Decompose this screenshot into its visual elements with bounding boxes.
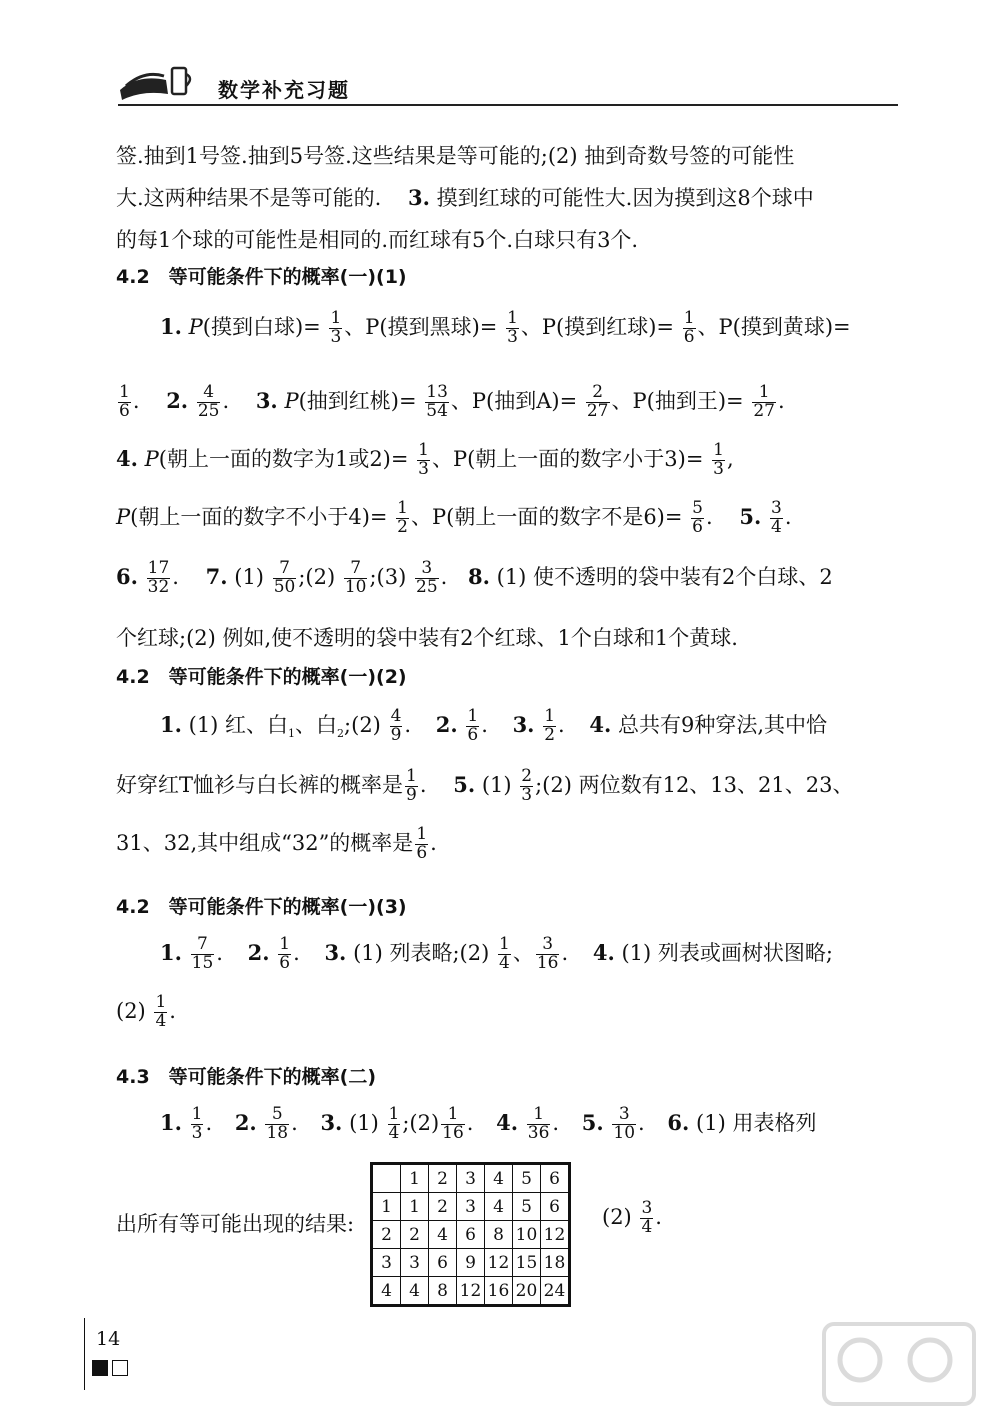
results-table bbox=[370, 1162, 571, 1307]
table-cell: 12 bbox=[457, 1277, 485, 1305]
table-row bbox=[373, 1249, 569, 1277]
table-header-cell: 6 bbox=[541, 1165, 569, 1193]
text-line bbox=[116, 140, 794, 170]
question-number: 2. bbox=[234, 1109, 257, 1135]
table-cell: 4 bbox=[401, 1277, 429, 1305]
empty-square-icon bbox=[112, 1360, 128, 1376]
answer-line: 1. (1) 红、白$_1$、白$_2$;(2) $\frac{4}{9}$ . 2. $\frac{1}{6}$ . 3. $\frac{1}{2}$ . 4. 总共有9种穿法,其中恰 bbox=[160, 706, 828, 745]
text: (朝上一面的数字为1或2)= bbox=[158, 446, 409, 471]
text-line bbox=[116, 224, 638, 254]
answer-line: 1. $\frac{1}{3}$ . 2. $\frac{5}{18}$ . 3. (1) $\frac{1}{4}$ ;(2) $\frac{1}{16}$ . 4. $\frac{1}{36}$ . 5. $\frac{3}{10}$ . 6. (1) 用表格列 bbox=[160, 1104, 817, 1143]
question-number: 6. bbox=[116, 563, 138, 589]
answer-line: P(朝上一面的数字不小于4)= $\frac{1}{2}$ 、P(朝上一面的数字不是6)= $\frac{5}{6}$ . 5. $\frac{3}{4}$ . bbox=[116, 498, 792, 537]
table-cell: 3 bbox=[457, 1193, 485, 1221]
fraction: $\frac{1}{6}$ bbox=[416, 824, 428, 863]
fraction: $\frac{1}{4}$ bbox=[499, 934, 510, 973]
table-cell: 18 bbox=[541, 1249, 569, 1277]
section-title: 4.2 等可能条件下的概率(一)(1) bbox=[116, 266, 407, 288]
section-title: 4.2 等可能条件下的概率(一)(3) bbox=[116, 896, 407, 918]
question-number: 3. bbox=[255, 387, 278, 413]
table-row bbox=[373, 1221, 569, 1249]
question-number: 5. bbox=[453, 771, 476, 797]
question-number: 2. bbox=[166, 387, 189, 413]
table-row bbox=[373, 1277, 569, 1305]
table-cell: 8 bbox=[429, 1277, 457, 1305]
text-line bbox=[116, 1208, 354, 1238]
page-header bbox=[118, 58, 898, 108]
table-row bbox=[373, 1165, 569, 1193]
text: (1) 用表格列 bbox=[696, 1110, 817, 1135]
text: 总共有9种穿法,其中恰 bbox=[618, 712, 828, 737]
text: 、P(摸到黑球)= bbox=[344, 314, 498, 339]
table-header-cell bbox=[373, 1165, 401, 1193]
fraction: $\frac{13}{54}$ bbox=[426, 382, 448, 421]
footer-rule bbox=[84, 1318, 85, 1390]
fraction: $\frac{1}{6}$ bbox=[119, 382, 130, 421]
table-cell: 1 bbox=[401, 1193, 429, 1221]
question-number: 6. bbox=[667, 1109, 690, 1135]
text: (2) bbox=[602, 1204, 632, 1229]
table-cell: 20 bbox=[513, 1277, 541, 1305]
watermark-logo bbox=[820, 1320, 980, 1410]
table-cell: 12 bbox=[541, 1221, 569, 1249]
answer-line: (2) $\frac{1}{4}$ . bbox=[116, 992, 176, 1031]
fraction: $\frac{3}{16}$ bbox=[536, 934, 559, 973]
text: 、P(朝上一面的数字不是6)= bbox=[411, 504, 683, 529]
table-header-cell: 2 bbox=[429, 1165, 457, 1193]
question-number: 2. bbox=[247, 939, 270, 965]
text: 签.抽到1号签.抽到5号签.这些结果是等可能的;(2) 抽到奇数号签的可能性 bbox=[116, 144, 795, 168]
question-number: 1. bbox=[160, 313, 182, 339]
question-number: 1. bbox=[160, 711, 182, 737]
table-header-cell: 1 bbox=[401, 1165, 429, 1193]
question-number: 3. bbox=[408, 185, 430, 210]
answer-line: 1. $\frac{7}{15}$ . 2. $\frac{1}{6}$ . 3. (1) 列表略;(2) $\frac{1}{4}$ 、 $\frac{3}{16}$ . 4. (1) 列表或画树状图略; bbox=[160, 934, 833, 973]
fraction: $\frac{3}{4}$ bbox=[770, 498, 782, 537]
table-cell: 10 bbox=[513, 1221, 541, 1249]
table-cell: 8 bbox=[485, 1221, 513, 1249]
question-number: 1. bbox=[160, 1109, 182, 1135]
fraction: $\frac{7}{50}$ bbox=[273, 558, 296, 597]
text: 、P(摸到红球)= bbox=[520, 314, 675, 339]
text: 、P(摸到黄球)= bbox=[697, 314, 851, 339]
question-number: 3. bbox=[320, 1109, 343, 1135]
section-title: 4.3 等可能条件下的概率(二) bbox=[116, 1066, 377, 1088]
table-header-cell: 1 bbox=[373, 1193, 401, 1221]
table-header-cell: 4 bbox=[485, 1165, 513, 1193]
text-line bbox=[116, 622, 738, 652]
table-cell: 5 bbox=[513, 1193, 541, 1221]
books-cup-icon bbox=[118, 60, 198, 102]
fraction: $\frac{7}{15}$ bbox=[191, 934, 214, 973]
answer-line: $\frac{1}{6}$ . 2. $\frac{4}{25}$ . 3. P(抽到红桃)= $\frac{13}{54}$ 、P(抽到A)= $\frac{2}{27}$ 、P(抽到王)= $\frac{1}{27}$ . bbox=[119, 382, 785, 421]
question-number: 4. bbox=[116, 445, 138, 471]
text: (抽到红桃)= bbox=[298, 388, 417, 413]
fraction: $\frac{4}{25}$ bbox=[197, 382, 220, 421]
fraction: $\frac{2}{3}$ bbox=[521, 766, 533, 805]
question-number: 4. bbox=[589, 711, 612, 737]
text: (1) 列表略;(2) bbox=[353, 940, 490, 965]
table-cell: 4 bbox=[485, 1193, 513, 1221]
table-cell: 15 bbox=[513, 1249, 541, 1277]
table-row bbox=[373, 1193, 569, 1221]
text: (摸到白球)= bbox=[202, 314, 321, 339]
subscript: 1 bbox=[288, 727, 296, 741]
question-number: 2. bbox=[435, 711, 458, 737]
text: 的每1个球的可能性是相同的.而红球有5个.白球只有3个. bbox=[116, 228, 639, 252]
fraction: $\frac{1}{6}$ bbox=[279, 934, 291, 973]
fraction: $\frac{1}{6}$ bbox=[467, 706, 479, 745]
fraction: $\frac{3}{4}$ bbox=[641, 1198, 653, 1237]
text: 大.这两种结果不是等可能的. bbox=[116, 186, 382, 210]
text: 、P(抽到王)= bbox=[611, 388, 744, 413]
text: (1) bbox=[481, 772, 512, 797]
fraction: $\frac{2}{27}$ bbox=[586, 382, 609, 421]
fraction: $\frac{1}{16}$ bbox=[442, 1104, 464, 1143]
text: 、P(朝上一面的数字小于3)= bbox=[431, 446, 704, 471]
fraction: $\frac{1}{3}$ bbox=[507, 308, 518, 347]
fraction: $\frac{1}{9}$ bbox=[406, 766, 417, 805]
header-rule bbox=[118, 104, 898, 106]
question-number: 3. bbox=[512, 711, 535, 737]
subscript: 2 bbox=[337, 727, 345, 741]
table-header-cell: 2 bbox=[373, 1221, 401, 1249]
filled-square-icon bbox=[92, 1360, 108, 1376]
text: 31、32,其中组成“32”的概率是 bbox=[116, 830, 414, 855]
fraction: $\frac{1}{6}$ bbox=[683, 308, 695, 347]
text: ;(3) bbox=[369, 564, 407, 589]
fraction: $\frac{1}{27}$ bbox=[753, 382, 775, 421]
fraction: $\frac{1}{3}$ bbox=[191, 1104, 203, 1143]
fraction: $\frac{5}{6}$ bbox=[692, 498, 703, 537]
text: 摸到红球的可能性大.因为摸到这8个球中 bbox=[436, 186, 814, 210]
fraction: $\frac{1}{3}$ bbox=[330, 308, 342, 347]
fraction: $\frac{7}{10}$ bbox=[344, 558, 367, 597]
table-cell: 6 bbox=[429, 1249, 457, 1277]
question-number: 1. bbox=[160, 939, 182, 965]
section-title: 4.2 等可能条件下的概率(一)(2) bbox=[116, 666, 407, 688]
fraction: $\frac{4}{9}$ bbox=[390, 706, 402, 745]
answer-line: 好穿红T恤衫与白长裤的概率是 $\frac{1}{9}$ . 5. (1) $\frac{2}{3}$ ;(2) 两位数有12、13、21、23、 bbox=[116, 766, 854, 805]
answer-line: 6. $\frac{17}{32}$ . 7. (1) $\frac{7}{50}$ ;(2) $\frac{7}{10}$ ;(3) $\frac{3}{25}$ . 8. (1) 使不透明的袋中装有2个白球、2 bbox=[116, 558, 833, 597]
fraction: $\frac{3}{10}$ bbox=[613, 1104, 636, 1143]
text-line bbox=[116, 182, 814, 212]
table-cell: 3 bbox=[401, 1249, 429, 1277]
question-number: 5. bbox=[739, 503, 762, 529]
table-cell: 12 bbox=[485, 1249, 513, 1277]
fraction: $\frac{1}{3}$ bbox=[713, 440, 724, 479]
answer-line bbox=[160, 310, 851, 347]
prob-symbol: P bbox=[284, 388, 299, 413]
answer-line: 4. P(朝上一面的数字为1或2)= $\frac{1}{3}$ 、P(朝上一面的数字小于3)= $\frac{1}{3}$ , bbox=[116, 440, 734, 479]
question-number: 5. bbox=[581, 1109, 604, 1135]
text: 、P(抽到A)= bbox=[450, 388, 578, 413]
table-cell: 6 bbox=[541, 1193, 569, 1221]
text: (1) bbox=[349, 1110, 379, 1135]
table-cell: 2 bbox=[429, 1193, 457, 1221]
fraction: $\frac{1}{4}$ bbox=[388, 1104, 400, 1143]
question-number: 8. bbox=[468, 563, 490, 589]
question-number: 4. bbox=[592, 939, 615, 965]
table-header-cell: 3 bbox=[373, 1249, 401, 1277]
question-number: 3. bbox=[324, 939, 347, 965]
table-cell: 6 bbox=[457, 1221, 485, 1249]
table-cell: 2 bbox=[401, 1221, 429, 1249]
text: ;(2) bbox=[344, 712, 381, 737]
answer-line: (2) $\frac{3}{4}$ . bbox=[602, 1198, 662, 1237]
text: 出所有等可能出现的结果: bbox=[116, 1212, 355, 1236]
prob-symbol: P bbox=[188, 314, 203, 339]
text: 个红球;(2) 例如,使不透明的袋中装有2个红球、1个白球和1个黄球. bbox=[116, 626, 738, 650]
table-cell: 9 bbox=[457, 1249, 485, 1277]
text: (1) 使不透明的袋中装有2个白球、2 bbox=[496, 564, 833, 589]
fraction: $\frac{1}{3}$ bbox=[418, 440, 429, 479]
fraction: $\frac{5}{18}$ bbox=[266, 1104, 289, 1143]
question-number: 4. bbox=[496, 1109, 519, 1135]
table-cell: 16 bbox=[485, 1277, 513, 1305]
table-cell: 24 bbox=[541, 1277, 569, 1305]
text: ;(2) bbox=[402, 1110, 440, 1135]
table-cell: 4 bbox=[429, 1221, 457, 1249]
fraction: $\frac{1}{4}$ bbox=[155, 992, 167, 1031]
text: (1) bbox=[234, 564, 264, 589]
fraction: $\frac{1}{2}$ bbox=[544, 706, 556, 745]
question-number: 7. bbox=[205, 563, 228, 589]
page-number: 14 bbox=[96, 1328, 121, 1350]
text: ;(2) bbox=[298, 564, 336, 589]
table-header-cell: 5 bbox=[513, 1165, 541, 1193]
table-header-cell: 3 bbox=[457, 1165, 485, 1193]
fraction: $\frac{1}{36}$ bbox=[527, 1104, 550, 1143]
text: 、白 bbox=[295, 712, 338, 737]
fraction: $\frac{1}{2}$ bbox=[397, 498, 408, 537]
text: ;(2) 两位数有12、13、21、23、 bbox=[535, 772, 854, 797]
text: (朝上一面的数字不小于4)= bbox=[130, 504, 388, 529]
table-header-cell: 4 bbox=[373, 1277, 401, 1305]
answer-line: 31、32,其中组成“32”的概率是 $\frac{1}{6}$ . bbox=[116, 824, 437, 863]
text: (1) 红、白 bbox=[188, 712, 289, 737]
prob-symbol: P bbox=[116, 504, 131, 529]
fraction: $\frac{3}{25}$ bbox=[416, 558, 438, 597]
text: (1) 列表或画树状图略; bbox=[621, 940, 833, 965]
prob-symbol: P bbox=[144, 446, 159, 471]
fraction: $\frac{17}{32}$ bbox=[147, 558, 170, 597]
header-title: 数学补充习题 bbox=[218, 78, 350, 102]
text: (2) bbox=[116, 998, 146, 1023]
results-grid bbox=[372, 1164, 569, 1305]
text: 好穿红T恤衫与白长裤的概率是 bbox=[116, 772, 404, 797]
